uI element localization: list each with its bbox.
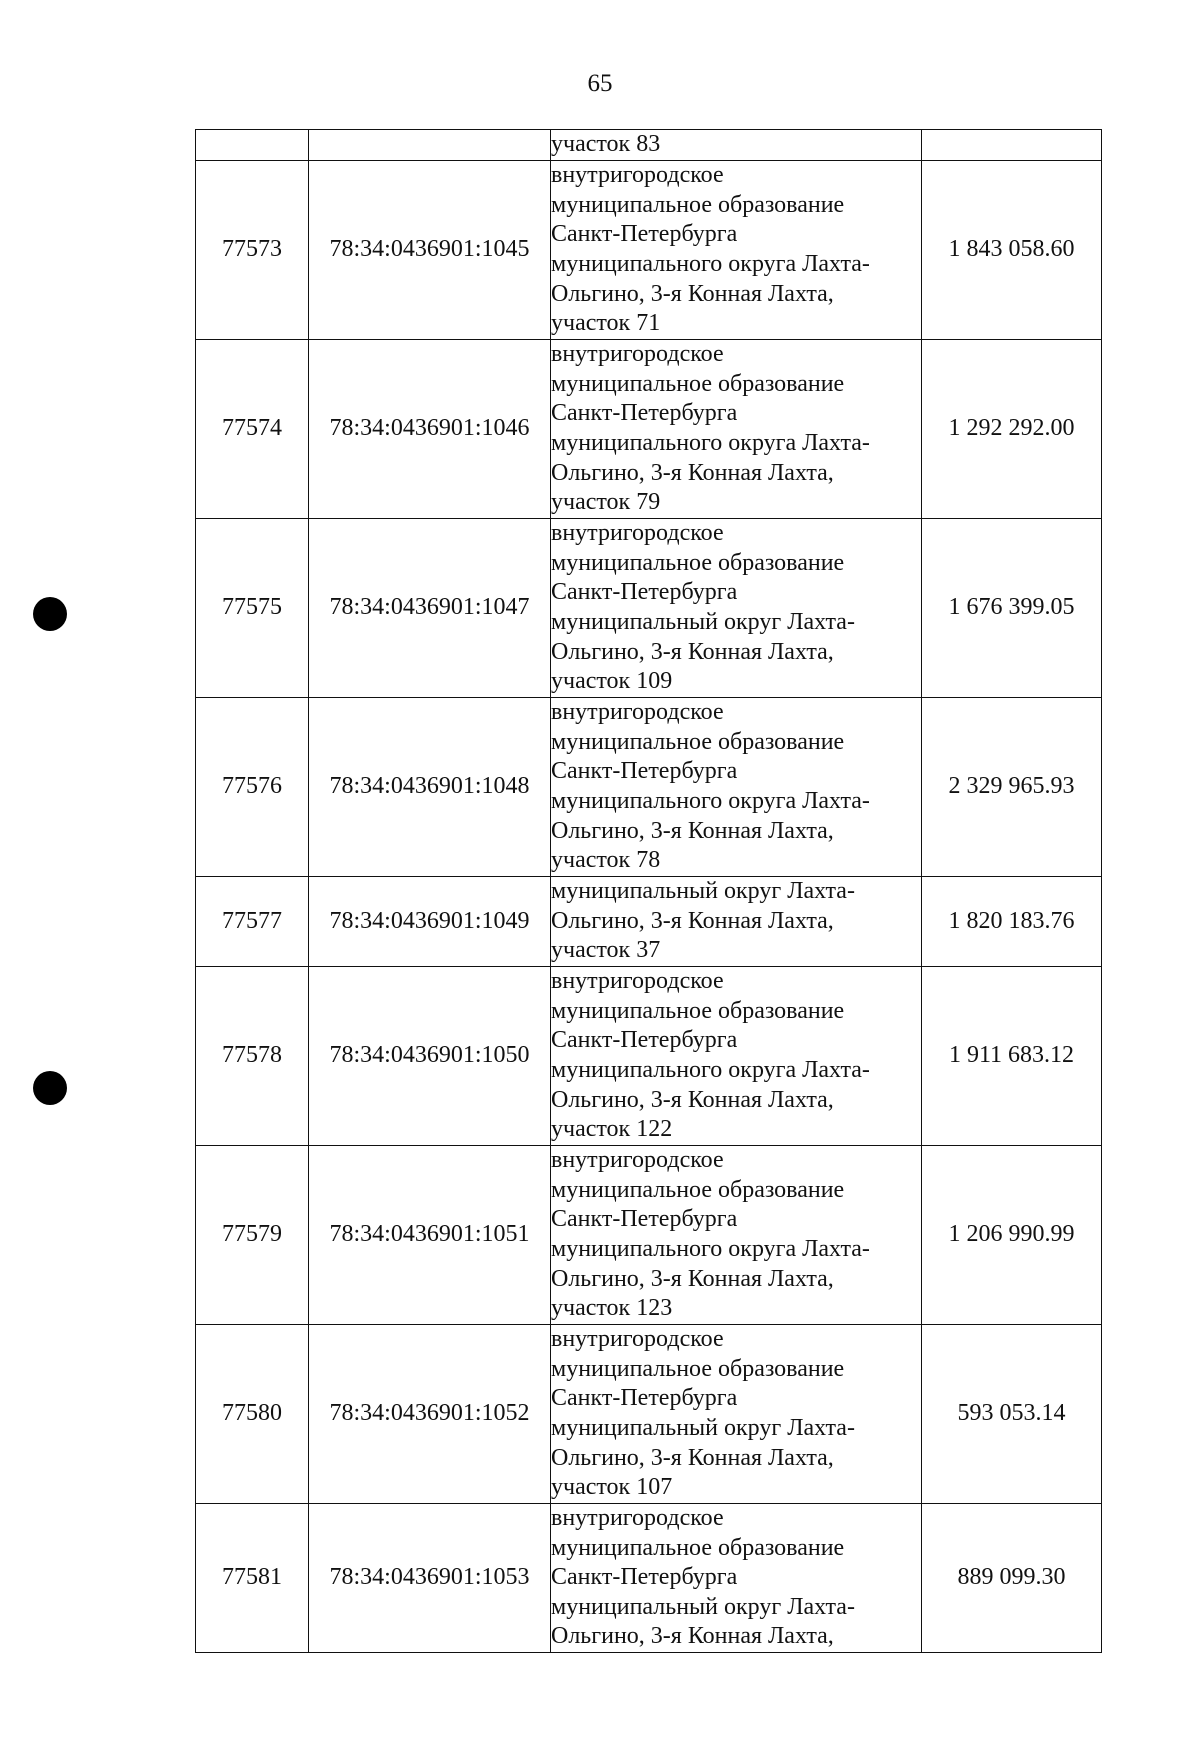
address-line: Санкт-Петербурга xyxy=(551,1385,738,1412)
address-line: участок 122 xyxy=(551,1116,673,1143)
record-number-cell: 77577 xyxy=(196,877,309,967)
address-line: внутригородское xyxy=(551,341,724,368)
address-line: муниципальный округ Лахта- xyxy=(551,1593,855,1620)
table-row xyxy=(196,519,1102,698)
table-row xyxy=(196,130,1102,161)
record-number-cell: 77579 xyxy=(196,1146,309,1325)
address-line: муниципального округа Лахта- xyxy=(551,430,870,456)
address-line: Санкт-Петербурга xyxy=(551,579,738,606)
address-line: внутригородское xyxy=(551,520,724,547)
address-cell xyxy=(551,698,922,877)
cadastral-value-cell xyxy=(922,130,1102,161)
address-cell xyxy=(551,161,922,340)
table-row xyxy=(196,1504,1102,1653)
address-line: Ольгино, 3-я Конная Лахта, xyxy=(551,1086,834,1113)
address-line: Ольгино, 3-я Конная Лахта, xyxy=(551,638,834,665)
address-line: Ольгино, 3-я Конная Лахта, xyxy=(551,1265,834,1292)
address-cell xyxy=(551,1504,922,1653)
address-line: муниципальное образование xyxy=(551,1355,845,1382)
table-body xyxy=(196,130,1102,1653)
cadastral-number-cell: 78:34:0436901:1051 xyxy=(309,1146,551,1325)
address-line: внутригородское xyxy=(551,162,724,189)
address-line: участок 109 xyxy=(551,668,673,695)
cadastral-number-cell: 78:34:0436901:1048 xyxy=(309,698,551,877)
address-line: Ольгино, 3-я Конная Лахта, xyxy=(551,1623,834,1650)
address-line: Ольгино, 3-я Конная Лахта, xyxy=(551,459,834,486)
cadastral-value-cell: 2 329 965.93 xyxy=(922,698,1102,877)
address-line: муниципального округа Лахта- xyxy=(551,251,870,277)
address-line: муниципальное образование xyxy=(551,1534,845,1561)
cadastral-number-cell: 78:34:0436901:1046 xyxy=(309,340,551,519)
address-line: муниципального округа Лахта- xyxy=(551,1057,870,1083)
cadastral-value-cell: 1 820 183.76 xyxy=(922,877,1102,967)
cadastral-value-cell: 1 843 058.60 xyxy=(922,161,1102,340)
address-cell xyxy=(551,967,922,1146)
record-number-cell: 77576 xyxy=(196,698,309,877)
cadastral-value-cell: 1 911 683.12 xyxy=(922,967,1102,1146)
address-line: участок 79 xyxy=(551,489,661,516)
record-number-cell: 77574 xyxy=(196,340,309,519)
address-line: Ольгино, 3-я Конная Лахта, xyxy=(551,1444,834,1471)
table-row xyxy=(196,161,1102,340)
page-number: 65 xyxy=(587,70,613,97)
table-row xyxy=(196,340,1102,519)
cadastral-number-cell: 78:34:0436901:1052 xyxy=(309,1325,551,1504)
punch-hole-lower xyxy=(33,1071,67,1105)
address-line: Санкт-Петербурга xyxy=(551,1206,738,1233)
table-row xyxy=(196,1325,1102,1504)
cadastral-value-cell: 1 676 399.05 xyxy=(922,519,1102,698)
cadastral-value-cell: 1 292 292.00 xyxy=(922,340,1102,519)
address-cell xyxy=(551,340,922,519)
cadastral-number-cell: 78:34:0436901:1050 xyxy=(309,967,551,1146)
address-line: Санкт-Петербурга xyxy=(551,1027,738,1054)
cadastral-value-cell: 1 206 990.99 xyxy=(922,1146,1102,1325)
table-row xyxy=(196,877,1102,967)
address-cell xyxy=(551,1325,922,1504)
address-line: муниципальное образование xyxy=(551,1176,845,1203)
table-row xyxy=(196,698,1102,877)
cadastral-number-cell xyxy=(309,130,551,161)
cadastral-value-cell: 889 099.30 xyxy=(922,1504,1102,1653)
address-line: внутригородское xyxy=(551,699,724,726)
address-line: внутригородское xyxy=(551,1505,724,1532)
cadastral-value-cell: 593 053.14 xyxy=(922,1325,1102,1504)
address-line: Ольгино, 3-я Конная Лахта, xyxy=(551,907,834,934)
address-line: муниципальное образование xyxy=(551,549,845,576)
address-line: Санкт-Петербурга xyxy=(551,1564,738,1591)
record-number-cell xyxy=(196,130,309,161)
address-line: участок 37 xyxy=(551,937,661,964)
address-line: Ольгино, 3-я Конная Лахта, xyxy=(551,280,834,307)
address-cell xyxy=(551,1146,922,1325)
address-line: Санкт-Петербурга xyxy=(551,400,738,427)
address-line: участок 78 xyxy=(551,847,661,874)
record-number-cell: 77581 xyxy=(196,1504,309,1653)
cadastral-number-cell: 78:34:0436901:1047 xyxy=(309,519,551,698)
address-line: внутригородское xyxy=(551,1147,724,1174)
address-line: участок 107 xyxy=(551,1474,673,1501)
address-line: муниципальный округ Лахта- xyxy=(551,1415,855,1441)
record-number-cell: 77580 xyxy=(196,1325,309,1504)
address-line: муниципальное образование xyxy=(551,728,845,755)
address-line: муниципального округа Лахта- xyxy=(551,788,870,814)
table-row xyxy=(196,967,1102,1146)
address-line: муниципальное образование xyxy=(551,997,845,1024)
address-line: Ольгино, 3-я Конная Лахта, xyxy=(551,817,834,844)
address-line: муниципальное образование xyxy=(551,370,845,397)
address-line: участок 83 xyxy=(551,131,661,158)
address-line: внутригородское xyxy=(551,1326,724,1353)
address-line: Санкт-Петербурга xyxy=(551,221,738,248)
address-line: участок 123 xyxy=(551,1295,673,1322)
address-cell xyxy=(551,519,922,698)
address-line: внутригородское xyxy=(551,968,724,995)
address-cell xyxy=(551,877,922,967)
address-line: муниципальное образование xyxy=(551,191,845,218)
cadastral-number-cell: 78:34:0436901:1053 xyxy=(309,1504,551,1653)
address-line: муниципального округа Лахта- xyxy=(551,1236,870,1262)
punch-hole-upper xyxy=(33,597,67,631)
land-plot-table xyxy=(195,129,1102,1653)
address-line: участок 71 xyxy=(551,310,661,337)
record-number-cell: 77575 xyxy=(196,519,309,698)
record-number-cell: 77578 xyxy=(196,967,309,1146)
address-line: муниципальный округ Лахта- xyxy=(551,609,855,635)
cadastral-number-cell: 78:34:0436901:1049 xyxy=(309,877,551,967)
cadastral-number-cell: 78:34:0436901:1045 xyxy=(309,161,551,340)
address-line: Санкт-Петербурга xyxy=(551,758,738,785)
table-row xyxy=(196,1146,1102,1325)
address-line: муниципальный округ Лахта- xyxy=(551,878,855,905)
address-cell xyxy=(551,130,922,161)
record-number-cell: 77573 xyxy=(196,161,309,340)
